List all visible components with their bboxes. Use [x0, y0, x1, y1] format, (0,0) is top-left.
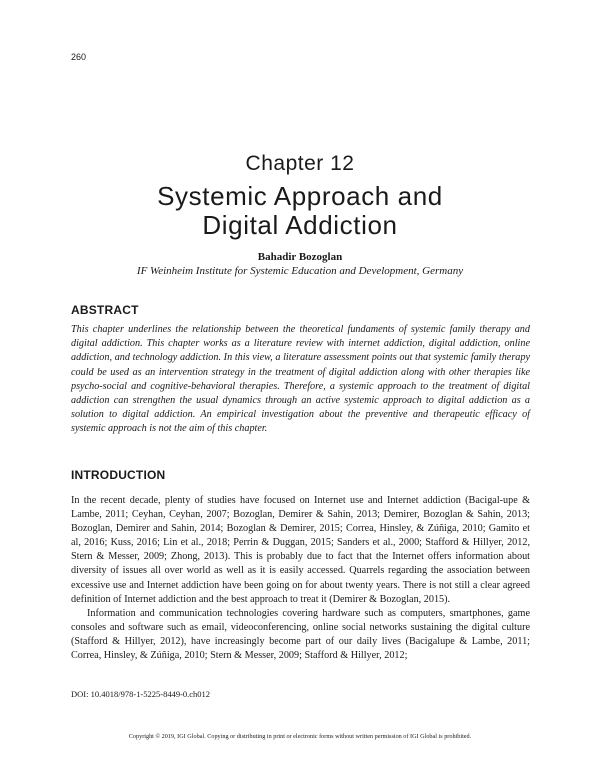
introduction-body — [71, 494, 530, 663]
introduction-paragraph-2: Information and communication technologies covering hardware such as computers, smartphones, game consoles and software such as email, videoconferencing, online social networks sustaining the digital culture (Stafford & Hillyer, 2012), have increasingly become part of our daily lives (Bacigalupe & Lambe, 2011; Correa, Hinsley, & Zúñiga, 2010; Stern & Messer, 2009; Stafford & Hillyer, 2012; — [71, 607, 530, 662]
chapter-label: Chapter 12 — [245, 152, 355, 175]
copyright-notice: Copyright © 2019, IGI Global. Copying or distributing in print or electronic forms without written permission of IGI Global is prohibited. — [128, 733, 472, 740]
author-affiliation: IF Weinheim Institute for Systemic Education and Development, Germany — [136, 265, 464, 277]
abstract-heading: ABSTRACT — [71, 303, 139, 317]
introduction-paragraph-1: In the recent decade, plenty of studies have focused on Internet use and Internet addiction (Bacigal-upe & Lambe, 2011; Ceyhan, Ceyhan, 2007; Bozoglan, Demirer & Sahin, 2013; Demirer, Bozoglan & Sahin, 2013; Bozoglan, Demirer and Sahin, 2014; Bozoglan & Demirer, 2015; Correa, Hinsley, & Zúñiga, 2010; Gamito et al, 2016; Kuss, 2016; Lin et al., 2018; Perrin & Duggan, 2015; Sanders et al., 2000; Stafford & Hillyer, 2012, Stern & Messer, 2009; Zhong, 2013). This is probably due to fact that the Internet offers information about diversity of issues all over world as well as it is easily accessed. Quarrels regarding the association between excessive use and Internet addiction have been going on for about twenty years. There is not still a clear agreed definition of Internet addiction and the best approach to treat it (Demirer & Bozoglan, 2015). — [71, 495, 530, 605]
author-name: Bahadir Bozoglan — [257, 251, 343, 263]
abstract-text: This chapter underlines the relationship between the theoretical fundaments of systemic family therapy and digital addiction. This chapter works as a literature review with internet addiction, digital addiction, online addiction, and technology addiction. In this view, a literature assessment points out that systemic family therapy could be used as an intervention strategy in the treatment of digital addiction along with other therapies like psycho-social and cognitive-behavioral therapies. Therefore, a systemic approach to the treatment of digital addiction can strengthen the usual dynamics through an active systemic approach to digital addiction as a solution to digital addiction. An empirical investigation about the preventive and therapeutic efficacy of systemic approach is not the aim of this chapter. — [71, 324, 530, 435]
doi-line: DOI: 10.4018/978-1-5225-8449-0.ch012 — [71, 689, 211, 699]
chapter-title-line-2: Digital Addiction — [202, 210, 398, 240]
introduction-heading: INTRODUCTION — [71, 468, 166, 482]
chapter-title — [0, 182, 600, 240]
chapter-title-line-1: Systemic Approach and — [157, 181, 443, 211]
page-number: 260 — [71, 52, 87, 62]
